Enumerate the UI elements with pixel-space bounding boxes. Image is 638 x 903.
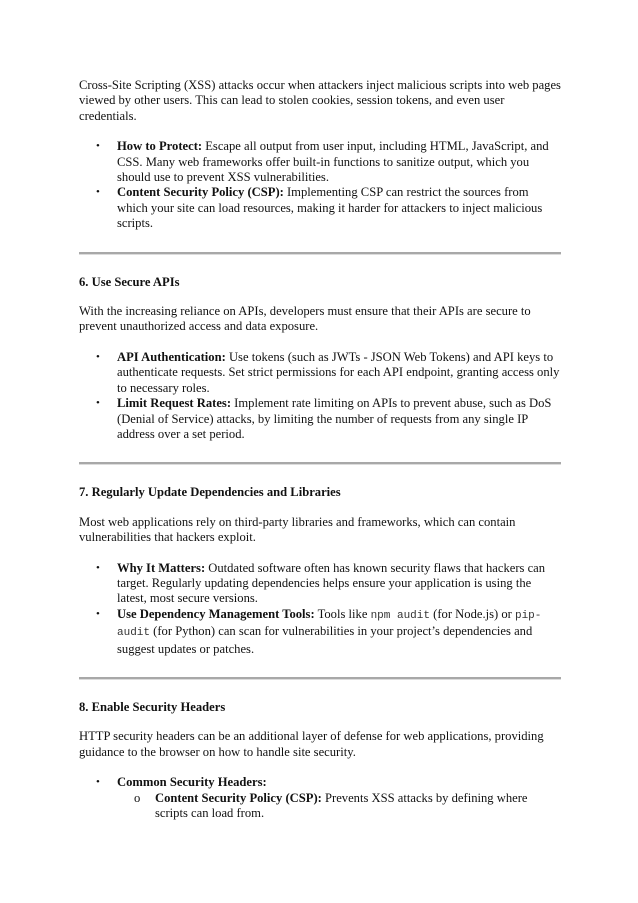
bullet-text: Implement rate limiting on APIs to prevent abuse, such as DoS (Denial of Service) attacks, by limiting the number of requests from any single IP address over a set period. [117,396,552,441]
bullet-icon: • [96,186,100,199]
bullet-text: Prevents XSS attacks by defining where scripts can load from. [155,790,528,820]
bullet-text: Tools like [314,606,371,621]
section-divider [79,677,561,680]
list-item [79,607,561,657]
bullet-text: (for Node.js) or [430,606,515,621]
bullet-label: Common Security Headers: [117,775,267,790]
bullet-icon: • [96,776,100,789]
section-heading: 7. Regularly Update Dependencies and Libraries [79,485,341,500]
section-divider [79,252,561,255]
xss-bullet-list [79,139,561,231]
s6-bullet-list [79,350,561,442]
bullet-label: Why It Matters: [117,560,206,575]
list-item [79,396,561,442]
xss-intro: Cross-Site Scripting (XSS) attacks occur when attackers inject malicious scripts into web pages viewed by other users. This can lead to stolen cookies, session tokens, and even user credentials. [79,78,561,123]
list-item [79,350,561,396]
bullet-label: How to Protect: [117,139,203,154]
bullet-text: Outdated software often has known security flaws that hackers can target. Regularly updating dependencies helps ensure your application is using the latest, most secure versions. [117,560,546,606]
bullet-icon: • [96,140,100,153]
bullet-icon: • [96,397,100,410]
section-heading: 8. Enable Security Headers [79,699,226,714]
bullet-label: Content Security Policy (CSP): [155,790,322,805]
list-item [117,791,561,822]
bullet-icon: • [96,350,100,363]
list-item [79,775,561,821]
bullet-icon: • [96,607,100,620]
bullet-text: Use tokens (such as JWTs - JSON Web Tokens) and API keys to authenticate requests. Set strict permissions for each API endpoint, granting access only to necessary roles. [117,349,560,395]
bullet-icon: • [96,561,100,574]
sub-bullet-list [117,791,561,822]
section-intro: Most web applications rely on third-party libraries and frameworks, which can contain vulnerabilities that hackers exploit. [79,514,516,545]
bullet-text: Escape all output from user input, including HTML, JavaScript, and CSS. Many web frameworks offer built-in functions to sanitize output, which you should use to prevent XSS vulnerabilities. [117,139,549,185]
inline-code: pip-audit [117,609,542,640]
bullet-label: API Authentication: [117,349,226,364]
s7-bullet-list [79,561,561,657]
section-divider [79,462,561,465]
sub-bullet-icon: o [134,790,141,805]
bullet-text: Implementing CSP can restrict the sources from which your site can load resources, making it harder for attackers to inject malicious scripts. [117,185,543,231]
bullet-label: Limit Request Rates: [117,396,232,411]
bullet-label: Use Dependency Management Tools: [117,606,315,621]
list-item [79,185,561,231]
bullet-label: Content Security Policy (CSP): [117,185,284,200]
section-intro: With the increasing reliance on APIs, developers must ensure that their APIs are secure to prevent unauthorized access and data exposure. [79,304,531,334]
inline-code: npm audit [370,609,430,622]
list-item [79,561,561,607]
bullet-text: (for Python) can scan for vulnerabilities in your project’s dependencies and suggest updates or patches. [117,624,533,656]
list-item [79,139,561,185]
s8-bullet-list [79,775,561,821]
section-heading: 6. Use Secure APIs [79,274,180,289]
section-intro: HTTP security headers can be an additional layer of defense for web applications, providing guidance to the browser on how to handle site security. [79,729,544,759]
document-body [79,78,561,821]
